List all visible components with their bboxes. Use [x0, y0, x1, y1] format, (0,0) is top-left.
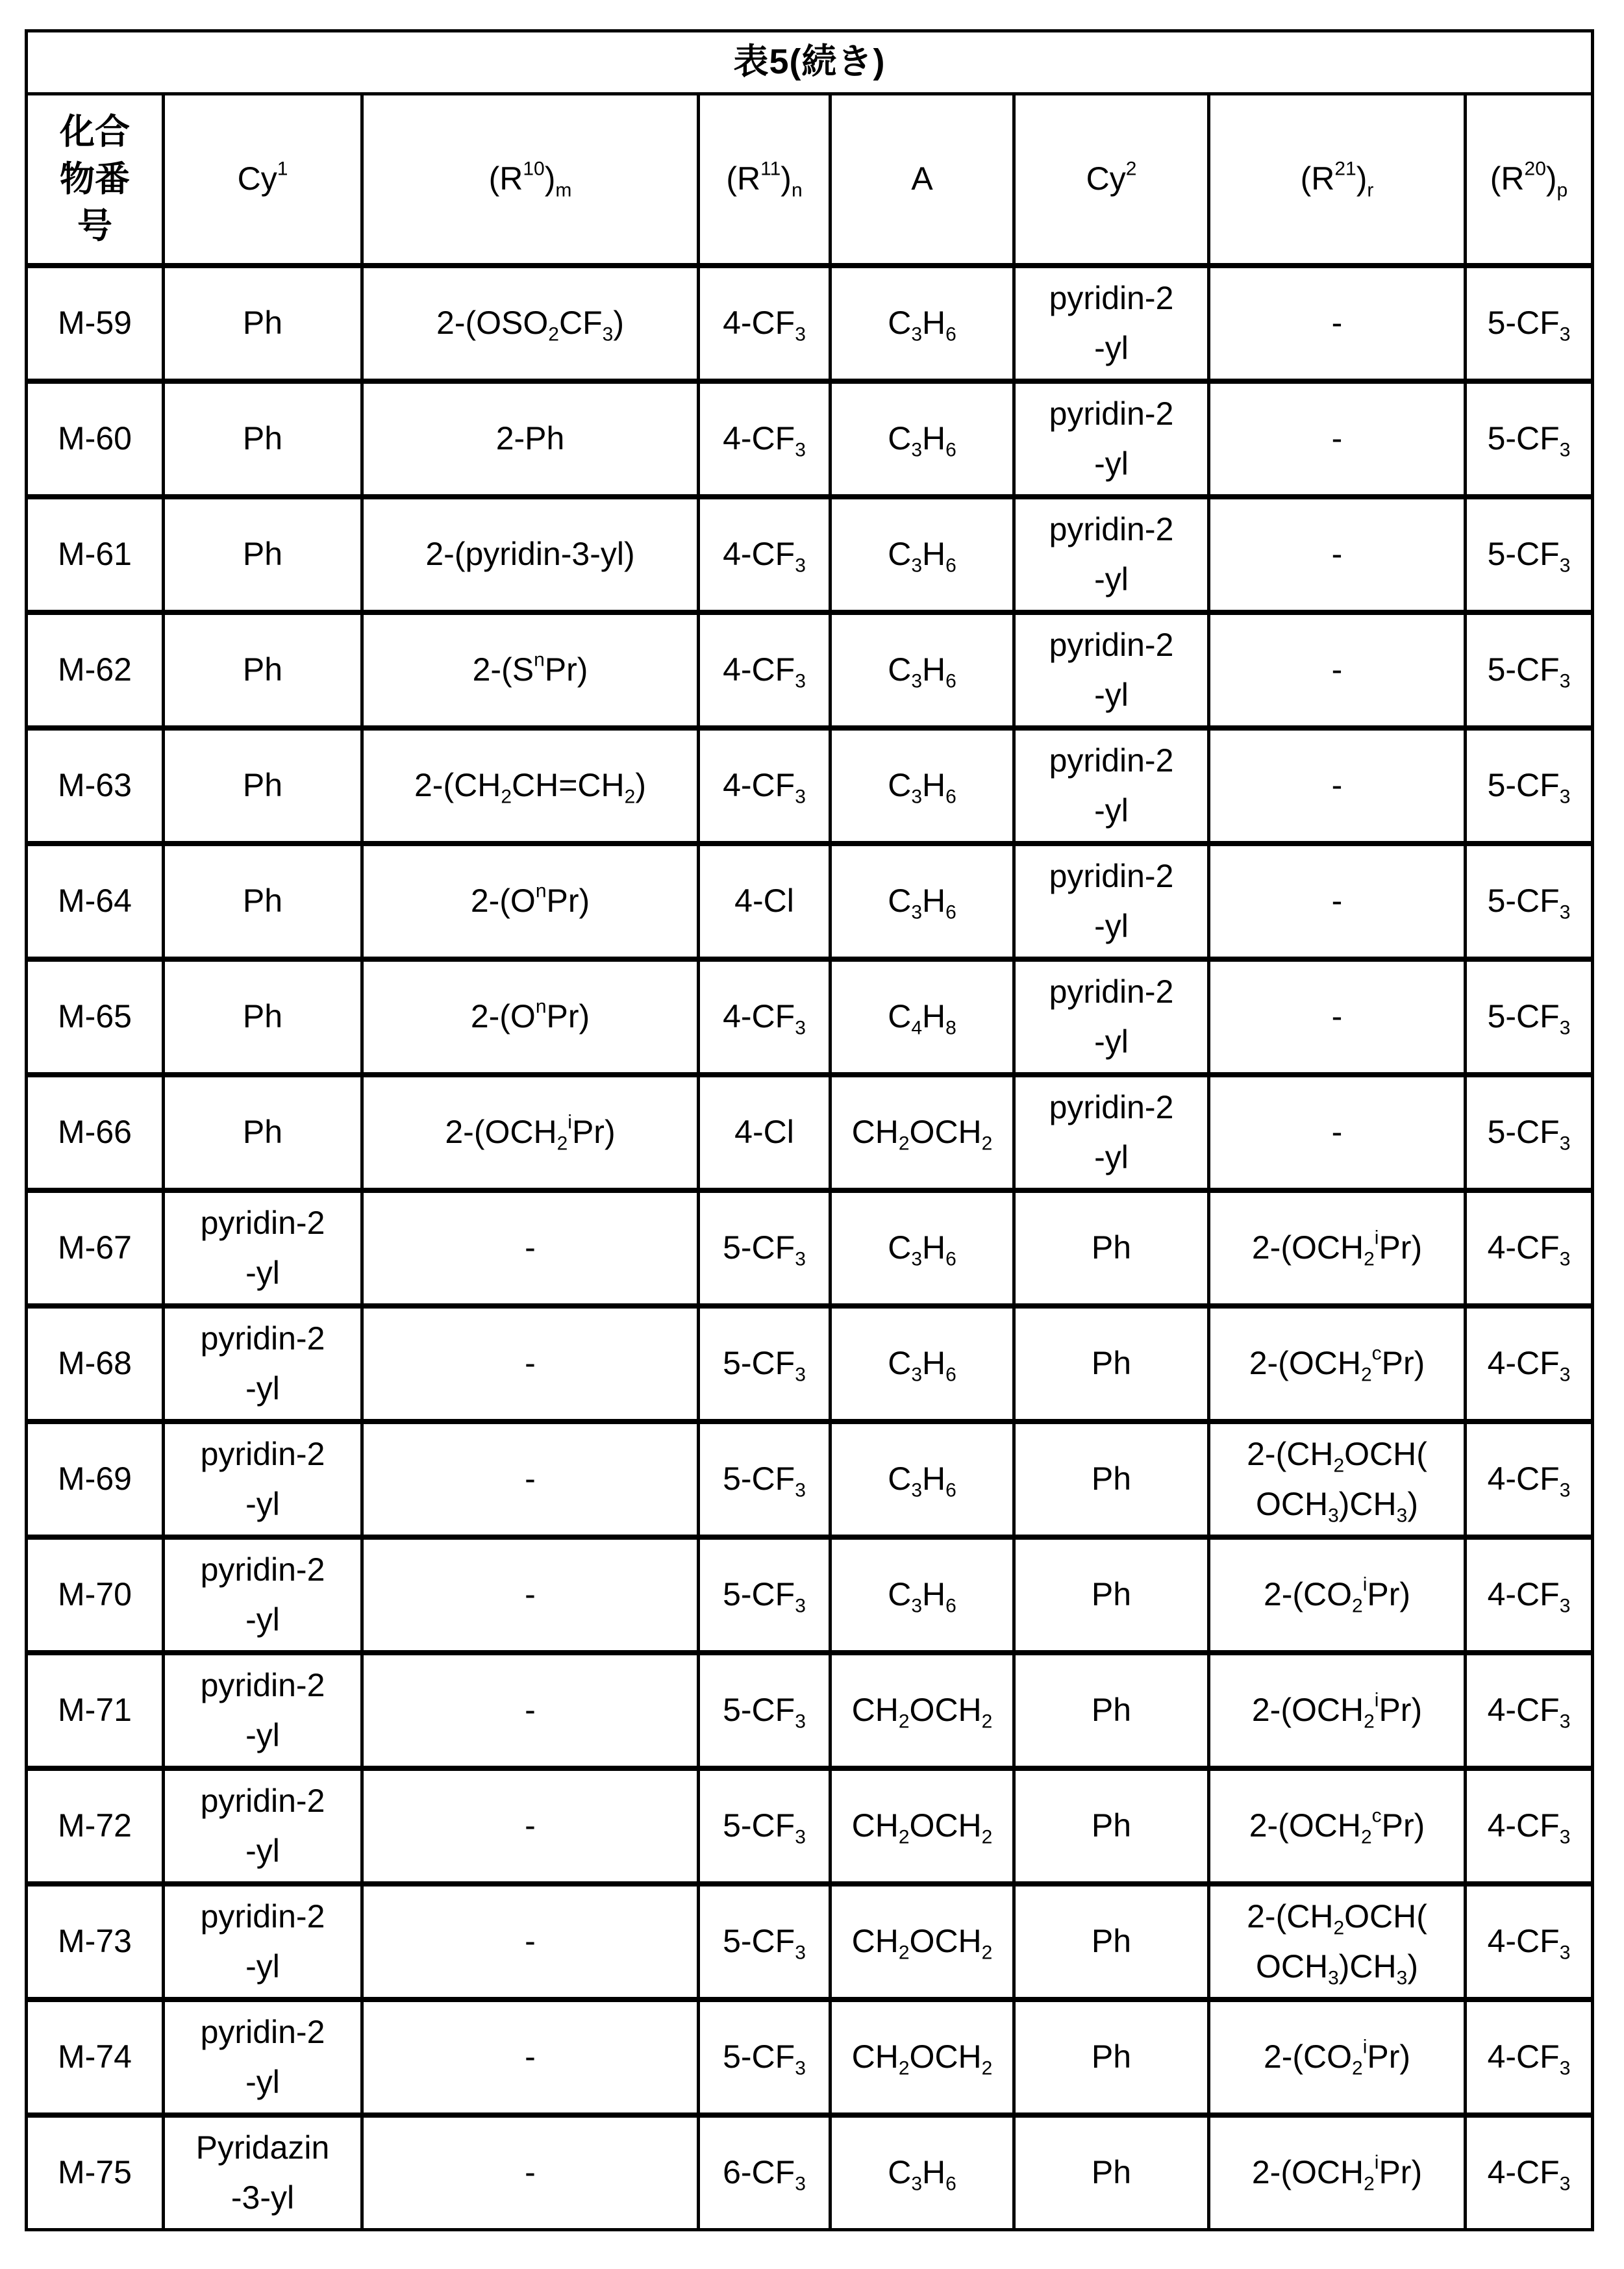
cell-r10-m: $2-(OSO_2CF_3)$ — [362, 266, 699, 381]
cell-r10-m: $2-(O^nPr)$ — [362, 959, 699, 1075]
cell-r21-r: $2-(CH_2OCH$( $OCH_3)CH_3$) — [1209, 1884, 1466, 1999]
cell-r20-p: $5-CF_3$ — [1466, 959, 1593, 1075]
cell-a: $C_3H_6$ — [831, 266, 1014, 381]
cell-cy1: pyridin-2 -yl — [164, 1190, 362, 1306]
cell-r11-n: $5-CF_3$ — [699, 1422, 831, 1537]
cell-compound-no: M-69 — [27, 1422, 164, 1537]
cell-r11-n: $4-CF_3$ — [699, 612, 831, 728]
cell-r20-p: $4-CF_3$ — [1466, 1999, 1593, 2115]
table-row — [27, 844, 1593, 959]
cell-cy2: Ph — [1014, 1653, 1209, 1768]
column-header-compound-no: 化合 物番 号 — [27, 94, 164, 266]
cell-r21-r: - — [1209, 1075, 1466, 1190]
cell-r21-r: - — [1209, 381, 1466, 497]
cell-r21-r: - — [1209, 844, 1466, 959]
cell-a: $C_3H_6$ — [831, 1537, 1014, 1653]
table-row — [27, 1653, 1593, 1768]
cell-r11-n: $5-CF_3$ — [699, 1999, 831, 2115]
cell-r10-m: 2-Ph — [362, 381, 699, 497]
cell-compound-no: M-62 — [27, 612, 164, 728]
cell-cy1: Ph — [164, 728, 362, 844]
cell-cy2: Ph — [1014, 1999, 1209, 2115]
cell-r10-m: - — [362, 1422, 699, 1537]
cell-cy1: Ph — [164, 1075, 362, 1190]
cell-r11-n: $6-CF_3$ — [699, 2115, 831, 2230]
cell-compound-no: M-64 — [27, 844, 164, 959]
column-header-a: A — [831, 94, 1014, 266]
column-header-cy1: Cy$^1$ — [164, 94, 362, 266]
cell-r21-r: - — [1209, 497, 1466, 612]
cell-r21-r: - — [1209, 728, 1466, 844]
cell-cy2: Ph — [1014, 1537, 1209, 1653]
cell-r21-r: - — [1209, 959, 1466, 1075]
cell-r21-r: $2-(CO_2^iPr)$ — [1209, 1537, 1466, 1653]
cell-r21-r: $2-(CO_2^iPr)$ — [1209, 1999, 1466, 2115]
table-row — [27, 1537, 1593, 1653]
cell-r10-m: - — [362, 1884, 699, 1999]
column-header-row — [27, 94, 1593, 266]
cell-r11-n: $5-CF_3$ — [699, 1653, 831, 1768]
cell-r10-m: $2-(OCH_2^iPr)$ — [362, 1075, 699, 1190]
cell-r11-n: $5-CF_3$ — [699, 1537, 831, 1653]
table-row — [27, 1075, 1593, 1190]
cell-cy2: Ph — [1014, 1422, 1209, 1537]
table-row — [27, 1422, 1593, 1537]
cell-cy2: pyridin-2 -yl — [1014, 497, 1209, 612]
table-body — [27, 266, 1593, 2230]
cell-r11-n: 4-Cl — [699, 1075, 831, 1190]
cell-r20-p: $5-CF_3$ — [1466, 844, 1593, 959]
cell-cy1: Ph — [164, 381, 362, 497]
cell-cy1: Ph — [164, 497, 362, 612]
cell-compound-no: M-72 — [27, 1768, 164, 1884]
table-title: 表5(続き) — [27, 31, 1593, 94]
cell-cy2: pyridin-2 -yl — [1014, 266, 1209, 381]
cell-cy2: pyridin-2 -yl — [1014, 1075, 1209, 1190]
table-row — [27, 1190, 1593, 1306]
cell-r10-m: 2-(pyridin-3-yl) — [362, 497, 699, 612]
cell-cy1: Ph — [164, 612, 362, 728]
cell-compound-no: M-68 — [27, 1306, 164, 1422]
cell-cy2: Ph — [1014, 1190, 1209, 1306]
cell-a: $C_3H_6$ — [831, 381, 1014, 497]
cell-r20-p: $4-CF_3$ — [1466, 1306, 1593, 1422]
cell-cy2: pyridin-2 -yl — [1014, 612, 1209, 728]
cell-r21-r: - — [1209, 266, 1466, 381]
cell-a: $C_4H_8$ — [831, 959, 1014, 1075]
cell-r11-n: $4-CF_3$ — [699, 266, 831, 381]
cell-compound-no: M-66 — [27, 1075, 164, 1190]
cell-a: $C_3H_6$ — [831, 1190, 1014, 1306]
cell-compound-no: M-71 — [27, 1653, 164, 1768]
cell-r10-m: - — [362, 1190, 699, 1306]
cell-r20-p: $5-CF_3$ — [1466, 381, 1593, 497]
cell-cy2: Ph — [1014, 1768, 1209, 1884]
cell-cy2: pyridin-2 -yl — [1014, 381, 1209, 497]
cell-compound-no: M-60 — [27, 381, 164, 497]
cell-r20-p: $4-CF_3$ — [1466, 1768, 1593, 1884]
cell-a: $C_3H_6$ — [831, 1422, 1014, 1537]
cell-r20-p: $5-CF_3$ — [1466, 728, 1593, 844]
table-row — [27, 1768, 1593, 1884]
cell-r10-m: - — [362, 1306, 699, 1422]
cell-compound-no: M-73 — [27, 1884, 164, 1999]
cell-r20-p: $4-CF_3$ — [1466, 1537, 1593, 1653]
cell-a: $C_3H_6$ — [831, 728, 1014, 844]
cell-r11-n: $5-CF_3$ — [699, 1190, 831, 1306]
table-row — [27, 1884, 1593, 1999]
cell-compound-no: M-70 — [27, 1537, 164, 1653]
cell-compound-no: M-61 — [27, 497, 164, 612]
cell-cy1: pyridin-2 -yl — [164, 1306, 362, 1422]
table-row — [27, 728, 1593, 844]
cell-r11-n: $5-CF_3$ — [699, 1306, 831, 1422]
column-header-r10-m: $(R^{10})_m$ — [362, 94, 699, 266]
cell-a: $CH_2OCH_2$ — [831, 1075, 1014, 1190]
cell-a: $CH_2OCH_2$ — [831, 1884, 1014, 1999]
cell-a: $C_3H_6$ — [831, 1306, 1014, 1422]
table-row — [27, 2115, 1593, 2230]
cell-cy1: pyridin-2 -yl — [164, 1653, 362, 1768]
column-header-cy2: Cy$^2$ — [1014, 94, 1209, 266]
table-row — [27, 381, 1593, 497]
cell-r10-m: - — [362, 1653, 699, 1768]
cell-cy1: Ph — [164, 844, 362, 959]
cell-r20-p: $5-CF_3$ — [1466, 266, 1593, 381]
cell-r11-n: 4-Cl — [699, 844, 831, 959]
cell-r20-p: $4-CF_3$ — [1466, 1653, 1593, 1768]
cell-r10-m: $2-(CH_2CH=CH_2)$ — [362, 728, 699, 844]
cell-cy1: pyridin-2 -yl — [164, 1537, 362, 1653]
cell-a: $C_3H_6$ — [831, 844, 1014, 959]
cell-r11-n: $5-CF_3$ — [699, 1768, 831, 1884]
cell-a: $C_3H_6$ — [831, 497, 1014, 612]
cell-r11-n: $4-CF_3$ — [699, 728, 831, 844]
cell-r20-p: $4-CF_3$ — [1466, 1190, 1593, 1306]
cell-r11-n: $4-CF_3$ — [699, 381, 831, 497]
cell-r20-p: $5-CF_3$ — [1466, 612, 1593, 728]
cell-r21-r: $2-(OCH_2^iPr)$ — [1209, 1653, 1466, 1768]
cell-r21-r: $2-(OCH_2^iPr)$ — [1209, 1190, 1466, 1306]
table-row — [27, 959, 1593, 1075]
cell-r20-p: $4-CF_3$ — [1466, 1884, 1593, 1999]
cell-a: $CH_2OCH_2$ — [831, 1653, 1014, 1768]
cell-r20-p: $5-CF_3$ — [1466, 497, 1593, 612]
cell-r20-p: $4-CF_3$ — [1466, 1422, 1593, 1537]
cell-cy1: Ph — [164, 959, 362, 1075]
cell-compound-no: M-75 — [27, 2115, 164, 2230]
cell-compound-no: M-63 — [27, 728, 164, 844]
column-header-r21-r: $(R^{21})_r$ — [1209, 94, 1466, 266]
cell-r10-m: - — [362, 1537, 699, 1653]
cell-a: $C_3H_6$ — [831, 612, 1014, 728]
compound-table — [25, 29, 1594, 2231]
cell-a: $C_3H_6$ — [831, 2115, 1014, 2230]
cell-compound-no: M-65 — [27, 959, 164, 1075]
cell-r10-m: $2-(O^nPr)$ — [362, 844, 699, 959]
cell-compound-no: M-67 — [27, 1190, 164, 1306]
cell-r20-p: $4-CF_3$ — [1466, 2115, 1593, 2230]
cell-r20-p: $5-CF_3$ — [1466, 1075, 1593, 1190]
cell-r10-m: - — [362, 2115, 699, 2230]
table-row — [27, 1999, 1593, 2115]
cell-cy2: Ph — [1014, 1306, 1209, 1422]
cell-r21-r: $2-(CH_2OCH$( $OCH_3)CH_3$) — [1209, 1422, 1466, 1537]
cell-cy1: Ph — [164, 266, 362, 381]
cell-cy1: pyridin-2 -yl — [164, 1884, 362, 1999]
cell-cy2: Ph — [1014, 2115, 1209, 2230]
table-row — [27, 1306, 1593, 1422]
cell-a: $CH_2OCH_2$ — [831, 1999, 1014, 2115]
table-row — [27, 612, 1593, 728]
cell-r21-r: $2-(OCH_2^cPr)$ — [1209, 1306, 1466, 1422]
cell-r21-r: $2-(OCH_2^cPr)$ — [1209, 1768, 1466, 1884]
cell-r10-m: - — [362, 1768, 699, 1884]
table-row — [27, 266, 1593, 381]
cell-cy1: pyridin-2 -yl — [164, 1422, 362, 1537]
cell-r21-r: - — [1209, 612, 1466, 728]
cell-cy2: pyridin-2 -yl — [1014, 844, 1209, 959]
cell-a: $CH_2OCH_2$ — [831, 1768, 1014, 1884]
cell-r21-r: $2-(OCH_2^iPr)$ — [1209, 2115, 1466, 2230]
cell-compound-no: M-59 — [27, 266, 164, 381]
table-row — [27, 497, 1593, 612]
cell-r10-m: - — [362, 1999, 699, 2115]
column-header-r20-p: $(R^{20})_p$ — [1466, 94, 1593, 266]
cell-cy1: Pyridazin -3-yl — [164, 2115, 362, 2230]
cell-compound-no: M-74 — [27, 1999, 164, 2115]
cell-cy2: pyridin-2 -yl — [1014, 959, 1209, 1075]
column-header-r11-n: $(R^{11})_n$ — [699, 94, 831, 266]
cell-cy1: pyridin-2 -yl — [164, 1999, 362, 2115]
cell-r11-n: $4-CF_3$ — [699, 497, 831, 612]
cell-r10-m: $2-(S^nPr)$ — [362, 612, 699, 728]
cell-cy1: pyridin-2 -yl — [164, 1768, 362, 1884]
cell-cy2: pyridin-2 -yl — [1014, 728, 1209, 844]
cell-r11-n: $4-CF_3$ — [699, 959, 831, 1075]
cell-r11-n: $5-CF_3$ — [699, 1884, 831, 1999]
cell-cy2: Ph — [1014, 1884, 1209, 1999]
